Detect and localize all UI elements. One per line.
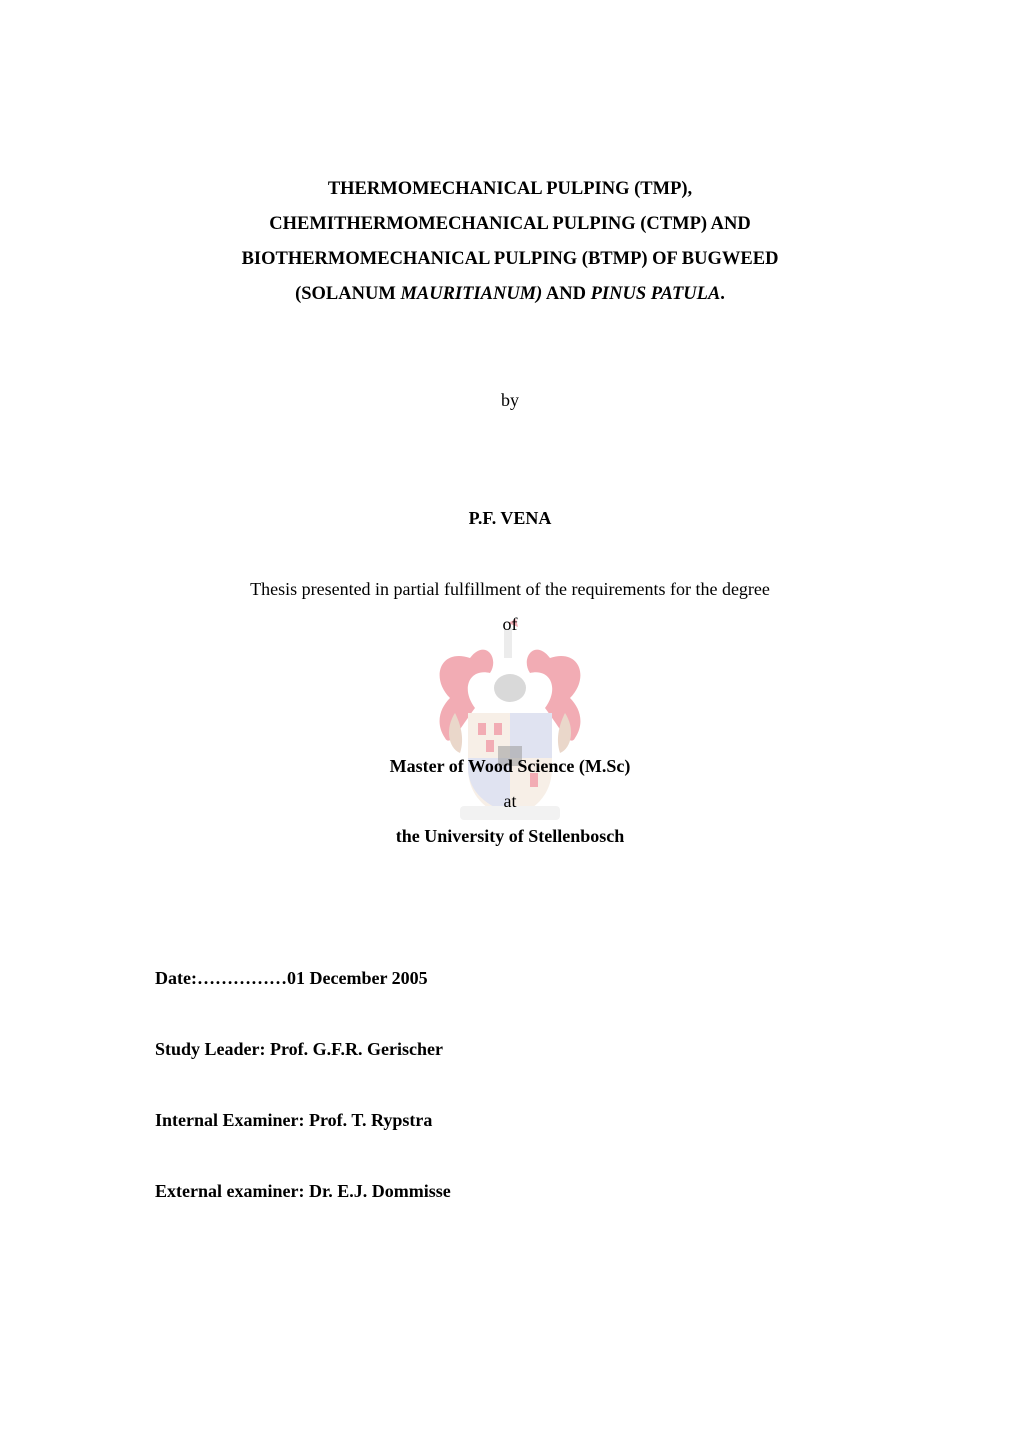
- title-text-italic: MAURITIANUM): [400, 284, 543, 304]
- title-text: BIOTHERMOMECHANICAL PULPING (BTMP) OF BUGWEED: [241, 249, 779, 269]
- title-text: CHEMITHERMOMECHANICAL PULPING (CTMP) AND: [269, 214, 751, 234]
- title-text: .: [720, 284, 725, 304]
- thesis-title: [0, 172, 1020, 312]
- title-text-italic: PINUS PATULA: [590, 284, 721, 304]
- at-label: at: [503, 791, 517, 811]
- title-line-2: [0, 207, 1020, 242]
- date-line: Date:……………01 December 2005: [155, 968, 428, 988]
- author-name: P.F. VENA: [468, 508, 552, 528]
- thesis-statement: Thesis presented in partial fulfillment of the requirements for the degree: [250, 579, 770, 599]
- of-label: of: [502, 614, 518, 634]
- university-name: the University of Stellenbosch: [395, 826, 625, 846]
- internal-examiner: Internal Examiner: Prof. T. Rypstra: [155, 1110, 433, 1130]
- degree-name: Master of Wood Science (M.Sc): [389, 756, 631, 776]
- title-line-4: [0, 277, 1020, 312]
- title-line-1: [0, 172, 1020, 207]
- external-examiner: External examiner: Dr. E.J. Dommisse: [155, 1181, 451, 1201]
- study-leader: Study Leader: Prof. G.F.R. Gerischer: [155, 1039, 443, 1059]
- title-text: (SOLANUM: [295, 284, 401, 304]
- title-text: THERMOMECHANICAL PULPING (TMP),: [327, 179, 693, 199]
- title-line-3: [0, 242, 1020, 277]
- by-label: by: [501, 390, 519, 410]
- title-text: AND: [542, 284, 591, 304]
